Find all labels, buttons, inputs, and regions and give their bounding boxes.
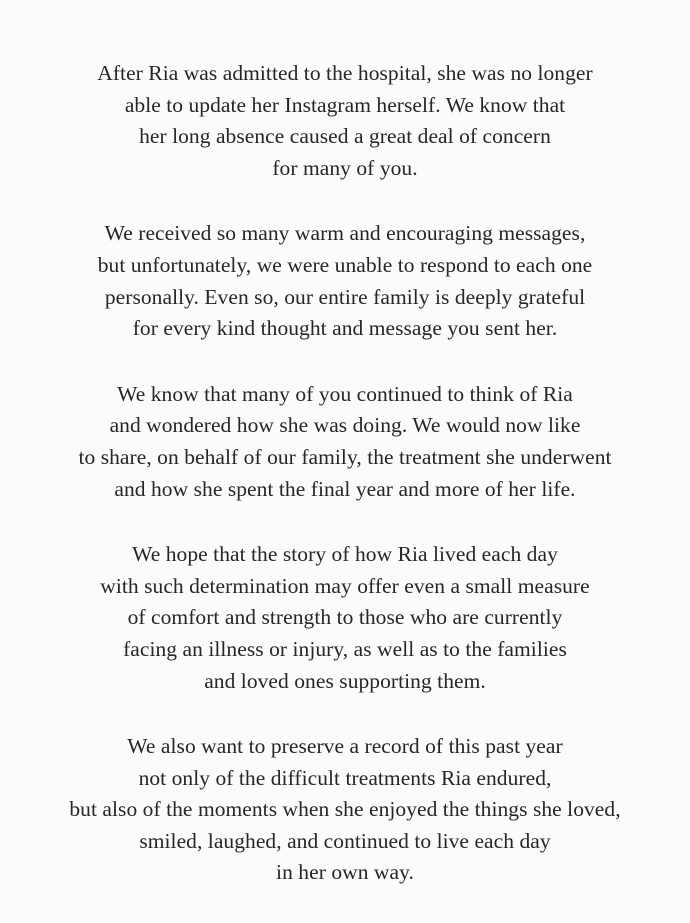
paragraph-treatment-story xyxy=(0,379,690,505)
paragraph-line: smiled, laughed, and continued to live each day xyxy=(139,828,551,853)
paragraph-line: We hope that the story of how Ria lived each day xyxy=(132,542,558,567)
paragraph-line: and how she spent the final year and more of her life. xyxy=(114,476,576,501)
paragraph-line: After Ria was admitted to the hospital, she was no longer xyxy=(97,61,593,85)
paragraph-line: in her own way. xyxy=(276,860,414,885)
paragraph-preserve-record xyxy=(0,731,690,889)
paragraph-line: and wondered how she was doing. We would now like xyxy=(109,413,581,438)
paragraph-line: not only of the difficult treatments Ria endured, xyxy=(138,765,552,790)
paragraph-line: We received so many warm and encouraging messages, xyxy=(104,221,586,246)
paragraph-line: but also of the moments when she enjoyed the things she loved, xyxy=(69,797,621,822)
paragraph-gratitude xyxy=(0,218,690,344)
paragraph-line: able to update her Instagram herself. We know that xyxy=(124,92,566,117)
paragraph-line: personally. Even so, our entire family is deeply grateful xyxy=(104,284,586,309)
paragraph-line: We also want to preserve a record of this past year xyxy=(127,734,563,759)
paragraph-line: with such determination may offer even a small measure xyxy=(100,573,590,598)
paragraph-hospital-admission xyxy=(0,58,690,184)
paragraph-line: for every kind thought and message you sent her. xyxy=(132,316,558,341)
paragraph-line: and loved ones supporting them. xyxy=(204,668,486,693)
paragraph-line: to share, on behalf of our family, the treatment she underwent xyxy=(78,444,612,469)
paragraph-line: facing an illness or injury, as well as to the families xyxy=(123,636,567,661)
paragraph-line: but unfortunately, we were unable to respond to each one xyxy=(97,252,593,277)
paragraph-comfort-hope xyxy=(0,539,690,697)
paragraph-line: We know that many of you continued to think of Ria xyxy=(117,381,573,406)
paragraph-line: for many of you. xyxy=(272,155,418,180)
message-document xyxy=(0,58,690,923)
paragraph-line: of comfort and strength to those who are currently xyxy=(127,605,563,630)
paragraph-line: her long absence caused a great deal of concern xyxy=(139,124,551,149)
